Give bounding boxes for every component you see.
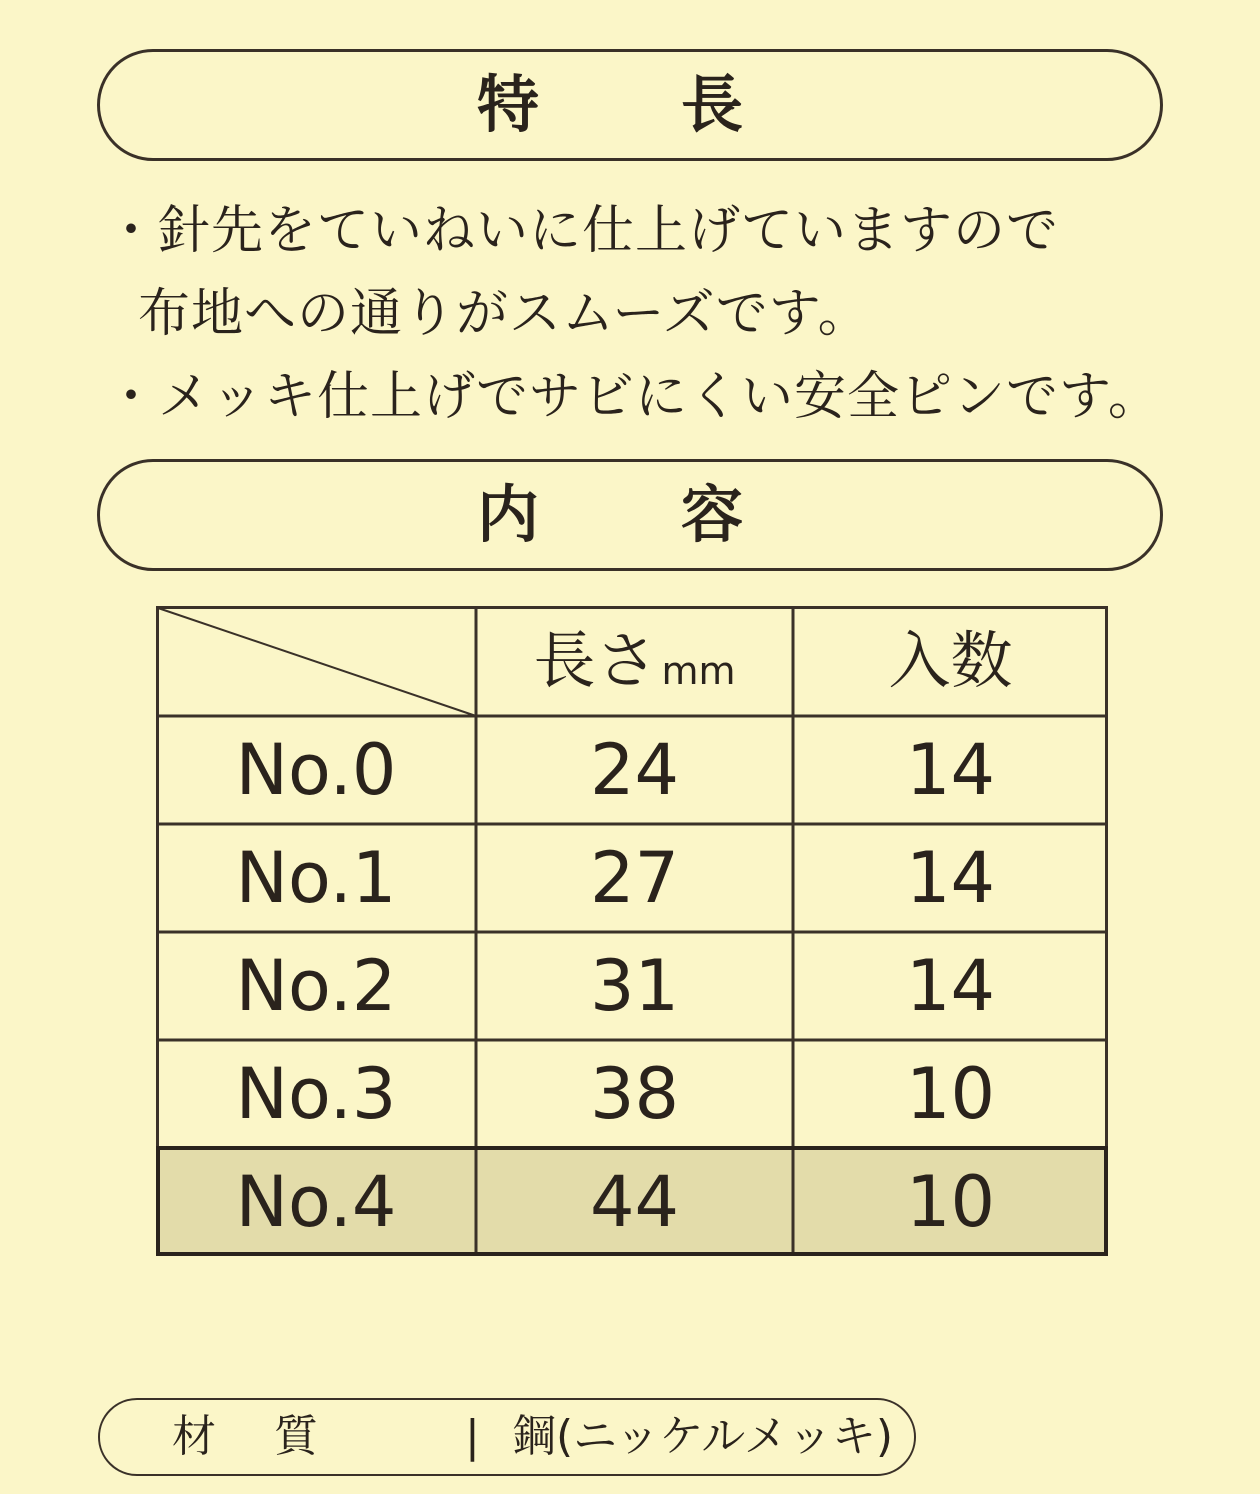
contents-heading-pill — [97, 459, 1163, 571]
table-row-count: 14 — [905, 837, 996, 919]
table-row-size: No.2 — [235, 945, 397, 1027]
material-label: 材 質 — [172, 1411, 340, 1462]
features-title: 特 長 — [476, 68, 783, 141]
table-row-count: 10 — [905, 1053, 996, 1135]
features-heading-pill — [97, 49, 1163, 161]
table-row-length: 27 — [589, 837, 680, 919]
table-row-length: 31 — [589, 945, 680, 1027]
table-row-size: No.3 — [235, 1053, 397, 1135]
feature-line-3: ・メッキ仕上げでサビにくい安全ピンです。 — [105, 367, 1161, 427]
header-count — [793, 606, 1108, 716]
table-row-length: 38 — [589, 1053, 680, 1135]
material-separator: | — [465, 1411, 480, 1462]
feature-line-2: 布地への通りがスムーズです。 — [138, 284, 871, 344]
feature-line-1: ・針先をていねいに仕上げていますので — [105, 201, 1060, 261]
header-length — [476, 606, 793, 716]
table-row-length: 24 — [589, 729, 680, 811]
table-row-length-highlighted: 44 — [589, 1161, 680, 1243]
material-pill — [98, 1398, 916, 1476]
contents-table — [156, 606, 1108, 1256]
header-length-label: 長さ — [533, 624, 658, 697]
table-row-count: 14 — [905, 729, 996, 811]
header-count-label: 入数 — [888, 624, 1013, 697]
table-row-count: 14 — [905, 945, 996, 1027]
table-row-size: No.1 — [235, 837, 397, 919]
table-row-count-highlighted: 10 — [905, 1161, 996, 1243]
table-row-size: No.0 — [235, 729, 397, 811]
contents-title: 内 容 — [476, 478, 783, 551]
material-value: 鋼(ニッケルメッキ) — [512, 1411, 894, 1462]
header-length-unit: mm — [661, 649, 736, 693]
table-row-size-highlighted: No.4 — [235, 1161, 397, 1243]
